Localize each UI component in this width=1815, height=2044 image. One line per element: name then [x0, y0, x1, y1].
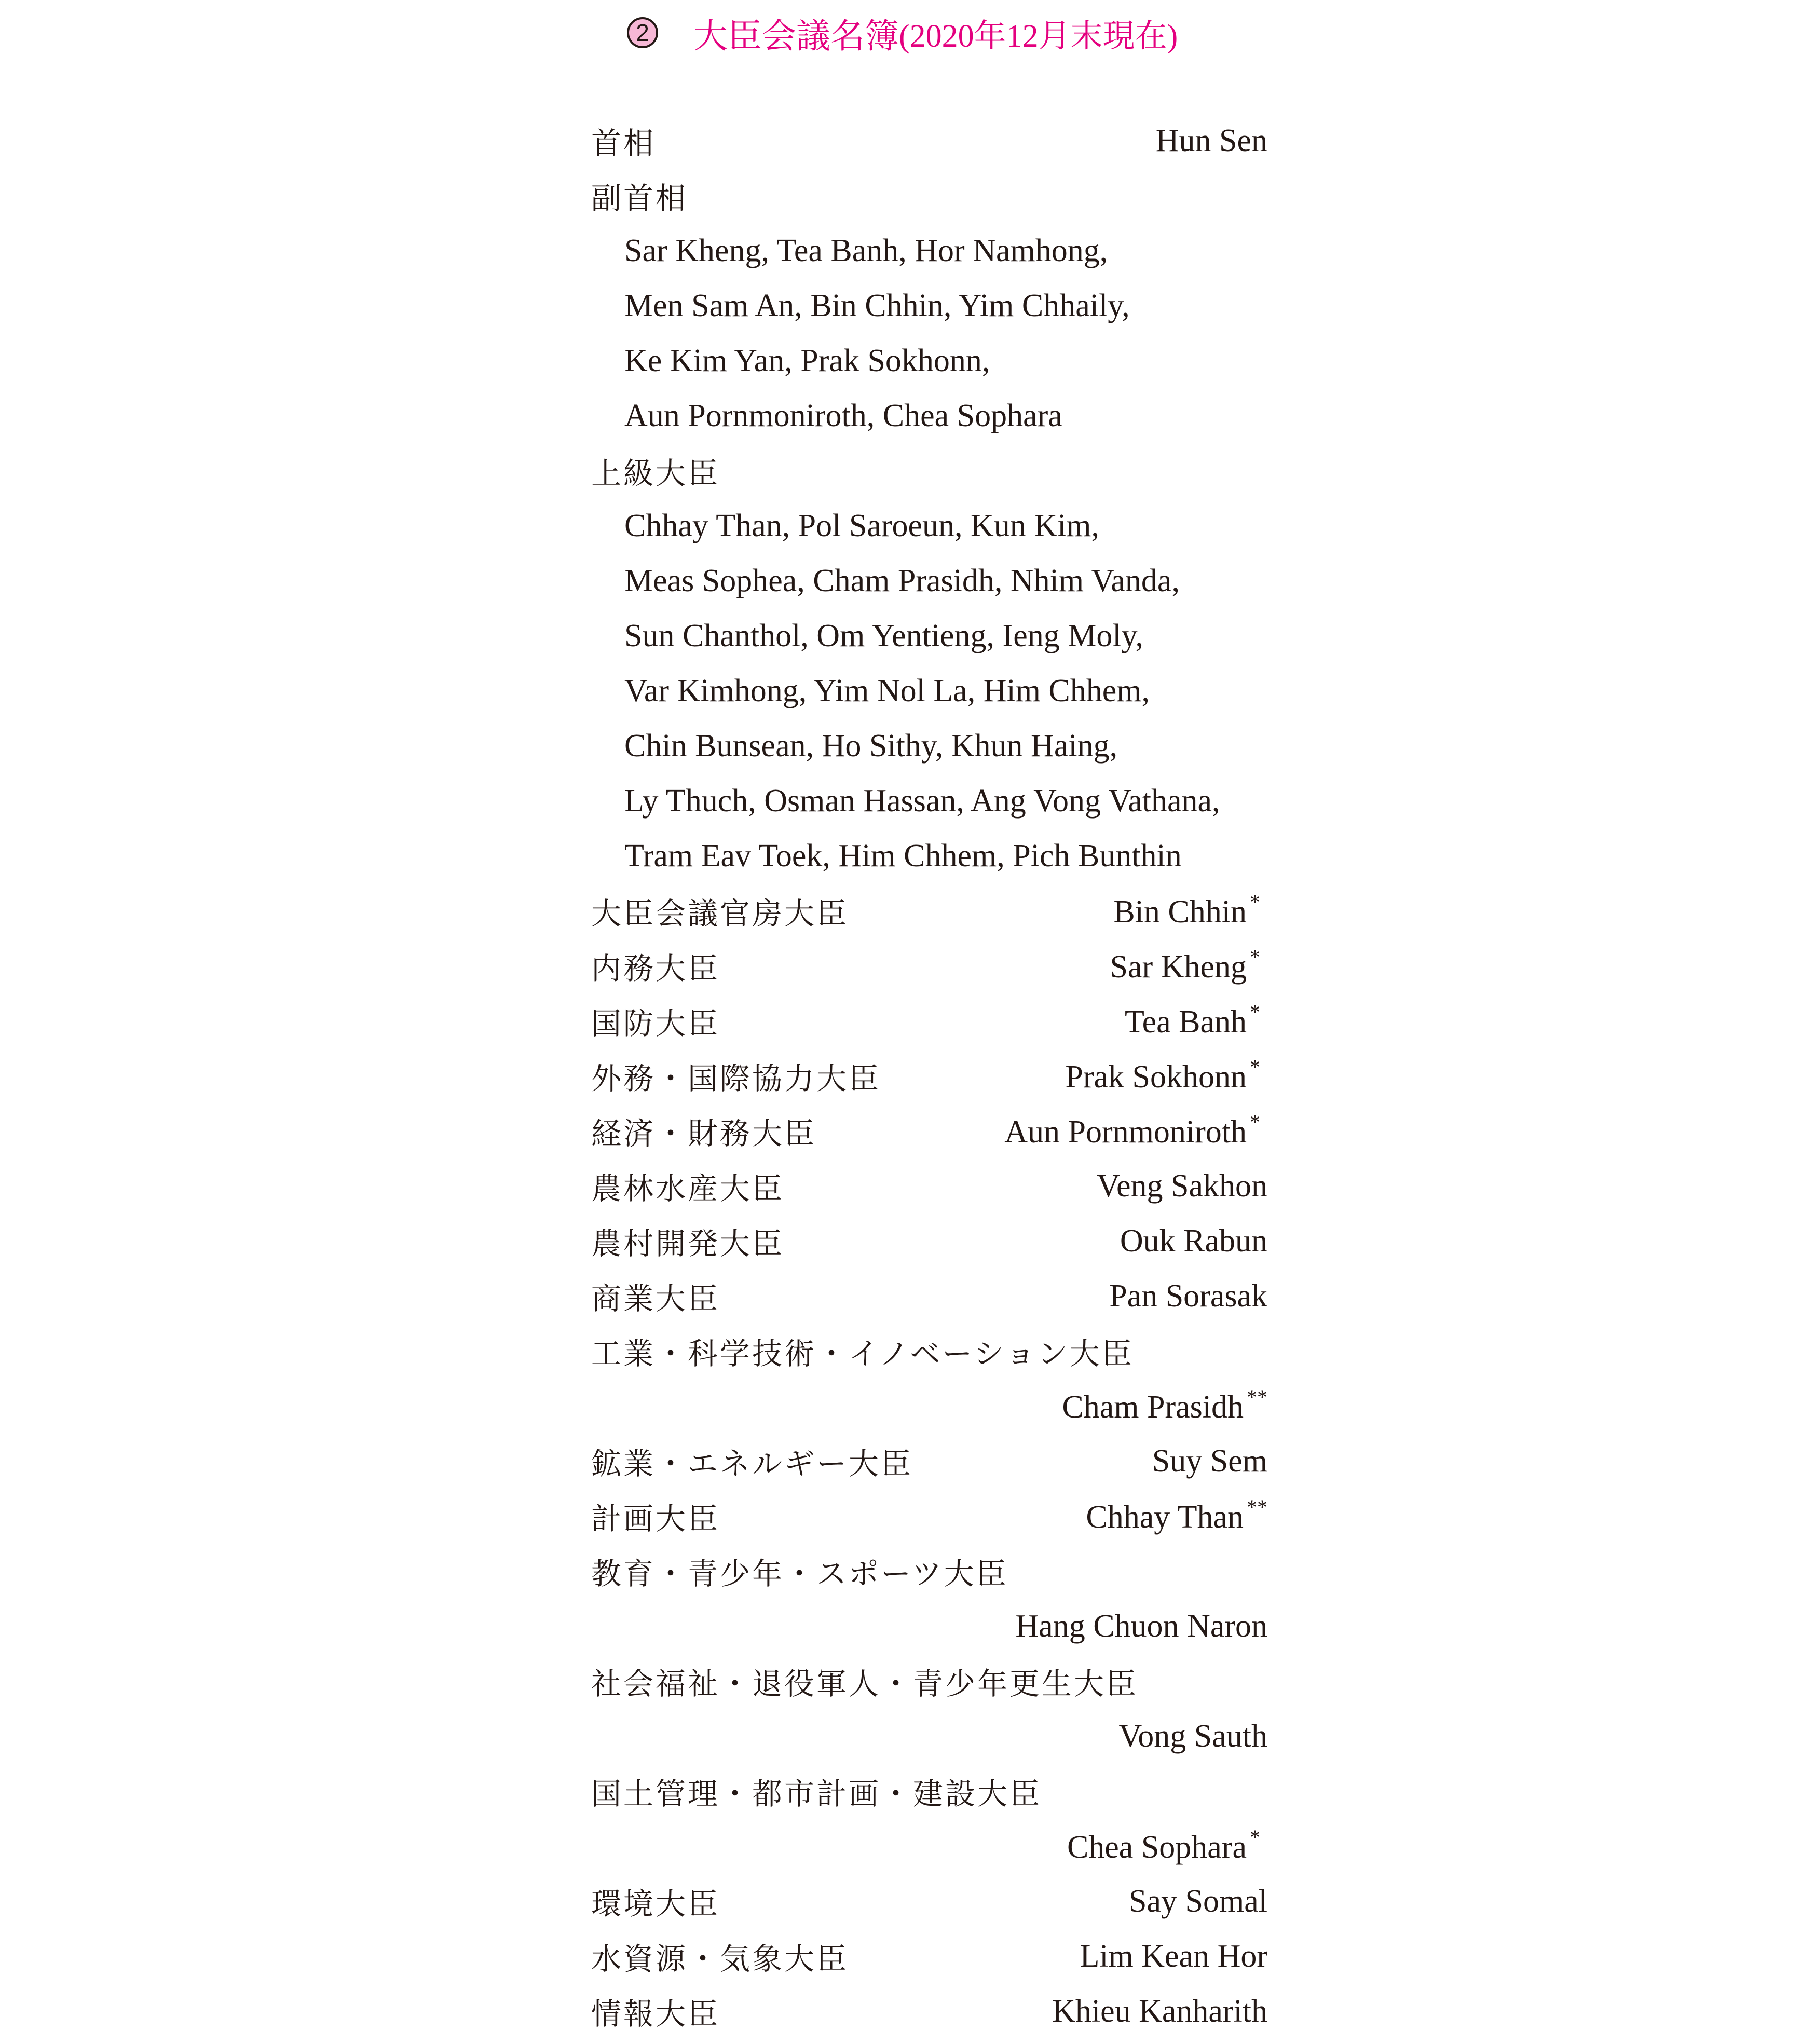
- role-label: 工業・科学技術・イノベーション大臣: [591, 1336, 1134, 1371]
- member-names-line: Tram Eav Toek, Him Chhem, Pich Bunthin: [624, 838, 1182, 874]
- list-row: [591, 1269, 1267, 1324]
- member-names-line: Chin Bunsean, Ho Sithy, Khun Haing,: [624, 728, 1118, 764]
- list-row: [591, 938, 1267, 993]
- member-name: Hun Sen: [1155, 122, 1267, 158]
- role-label: 情報大臣: [591, 1996, 720, 2032]
- list-row: [591, 1324, 1267, 1379]
- footnote-mark: *: [1250, 1000, 1260, 1024]
- role-label: 鉱業・エネルギー大臣: [591, 1446, 913, 1481]
- footnote-mark: *: [1250, 945, 1260, 969]
- section-title: [627, 4, 1178, 61]
- list-row: [591, 1709, 1267, 1764]
- member-names-line: Chhay Than, Pol Saroeun, Kun Kim,: [624, 508, 1100, 543]
- member-name: Vong Sauth: [1118, 1718, 1267, 1754]
- member-name: Chhay Than **: [1086, 1495, 1267, 1535]
- list-row: [591, 1764, 1267, 1819]
- list-row: [591, 443, 1267, 498]
- role-label: 首相: [591, 126, 656, 161]
- list-row: [591, 1599, 1267, 1654]
- member-name: Aun Pornmoniroth *: [1004, 1112, 1267, 1151]
- member-name: Pan Sorasak: [1109, 1278, 1267, 1314]
- title-text: 大臣会議名簿: [693, 16, 899, 56]
- role-label: 農村開発大臣: [591, 1226, 785, 1261]
- member-name: Lim Kean Hor: [1080, 1938, 1267, 1974]
- list-row: [591, 1434, 1267, 1489]
- list-row: [591, 1048, 1267, 1103]
- member-name: Suy Sem: [1152, 1443, 1267, 1479]
- member-name: Sar Kheng *: [1110, 947, 1267, 986]
- role-label: 商業大臣: [591, 1281, 720, 1316]
- member-name: Ouk Rabun: [1120, 1223, 1267, 1259]
- role-label: 内務大臣: [591, 951, 720, 986]
- role-label: 大臣会議官房大臣: [591, 896, 849, 931]
- list-row: [591, 1874, 1267, 1929]
- footnote-mark: *: [1250, 890, 1260, 914]
- member-name: Cham Prasidh **: [1062, 1385, 1267, 1425]
- list-row: [591, 1819, 1267, 1874]
- member-name: Say Somal: [1129, 1883, 1267, 1919]
- role-label: 水資源・気象大臣: [591, 1941, 849, 1977]
- list-row: [591, 113, 1267, 168]
- list-row: [591, 1214, 1267, 1269]
- footnote-mark: *: [1250, 1825, 1260, 1849]
- title-date: (2020年12月末現在): [899, 18, 1178, 54]
- list-row: [591, 1379, 1267, 1434]
- role-label: 国防大臣: [591, 1006, 720, 1041]
- footnote-mark: *: [1250, 1055, 1260, 1079]
- role-label: 外務・国際協力大臣: [591, 1061, 881, 1096]
- list-row: [591, 883, 1267, 938]
- member-name: Chea Sophara *: [1067, 1827, 1267, 1866]
- footnote-mark: **: [1247, 1495, 1267, 1519]
- list-row: [591, 1489, 1267, 1544]
- member-name: Prak Sokhonn *: [1065, 1057, 1267, 1096]
- list-row: [591, 1984, 1267, 2039]
- role-label: 国土管理・都市計画・建設大臣: [591, 1776, 1042, 1811]
- role-label: 環境大臣: [591, 1886, 720, 1922]
- role-label: 社会福祉・退役軍人・青少年更生大臣: [591, 1666, 1139, 1701]
- list-row: [591, 1103, 1267, 1159]
- role-label: 副首相: [591, 181, 688, 216]
- list-row: [591, 1654, 1267, 1709]
- role-label: 農林水産大臣: [591, 1171, 785, 1206]
- member-name: Khieu Kanharith: [1052, 1993, 1267, 2029]
- member-names-line: Ke Kim Yan, Prak Sokhonn,: [624, 343, 990, 378]
- list-row: [591, 993, 1267, 1048]
- member-names-line: Meas Sophea, Cham Prasidh, Nhim Vanda,: [624, 563, 1180, 598]
- footnote-mark: *: [1250, 1110, 1260, 1134]
- section-number-badge: 2: [627, 17, 658, 48]
- cabinet-list: [591, 113, 1267, 2039]
- footnote-mark: **: [1247, 1385, 1267, 1409]
- list-row: [591, 1159, 1267, 1214]
- member-name: Bin Chhin *: [1113, 892, 1267, 931]
- member-names-line: Aun Pornmoniroth, Chea Sophara: [624, 398, 1062, 433]
- list-row: [591, 168, 1267, 223]
- role-label: 上級大臣: [591, 456, 720, 491]
- member-name: Veng Sakhon: [1097, 1168, 1267, 1204]
- member-names-line: Ly Thuch, Osman Hassan, Ang Vong Vathana,: [624, 783, 1220, 819]
- role-label: 経済・財務大臣: [591, 1116, 817, 1151]
- member-names-line: Men Sam An, Bin Chhin, Yim Chhaily,: [624, 288, 1130, 323]
- list-row: [591, 1544, 1267, 1599]
- role-label: 計画大臣: [591, 1501, 720, 1536]
- member-name: Hang Chuon Naron: [1015, 1608, 1267, 1644]
- member-name: Tea Banh *: [1125, 1002, 1267, 1041]
- member-names-line: Var Kimhong, Yim Nol La, Him Chhem,: [624, 673, 1150, 708]
- role-label: 教育・青少年・スポーツ大臣: [591, 1556, 1008, 1591]
- member-names-line: Sun Chanthol, Om Yentieng, Ieng Moly,: [624, 618, 1144, 653]
- member-names-line: Sar Kheng, Tea Banh, Hor Namhong,: [624, 233, 1108, 268]
- list-row: [591, 1929, 1267, 1984]
